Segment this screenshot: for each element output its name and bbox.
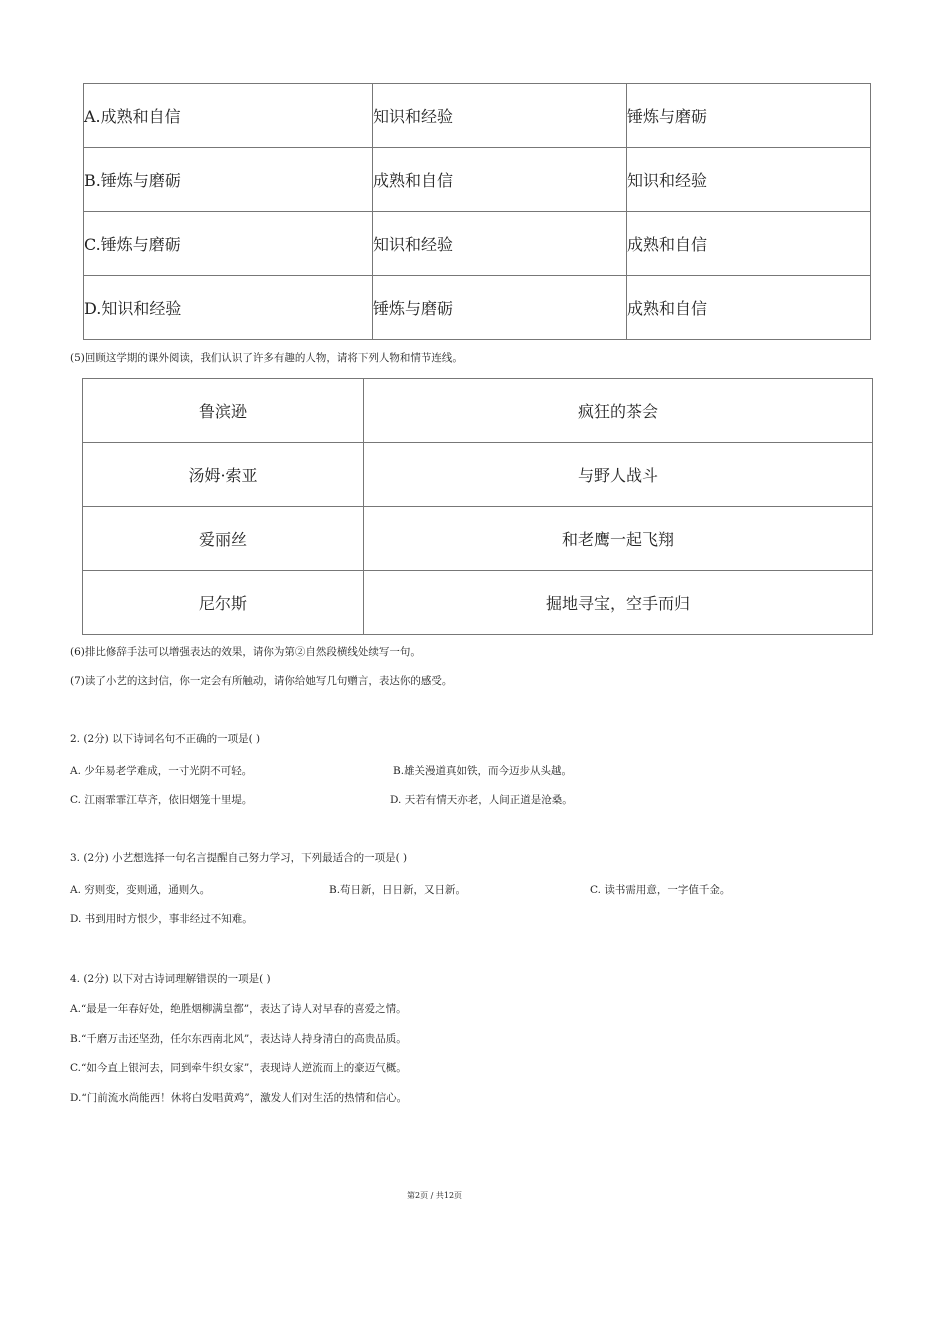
table-cell: C.锤炼与磨砺 <box>84 212 373 276</box>
match-table <box>82 378 873 635</box>
table-row <box>84 276 871 340</box>
table-cell: 知识和经验 <box>373 84 627 148</box>
question-3-option-b: B.苟日新，日日新，又日新。 <box>329 884 467 896</box>
character-cell: 汤姆·索亚 <box>83 443 364 507</box>
table-cell: B.锤炼与磨砺 <box>84 148 373 212</box>
q5-prompt: (5)回顾这学期的课外阅读，我们认识了许多有趣的人物，请将下列人物和情节连线。 <box>70 352 463 364</box>
question-2-option-a: A. 少年易老学难成，一寸光阴不可轻。 <box>70 765 253 777</box>
question-4-option-a: A.“最是一年春好处，绝胜烟柳满皇都”，表达了诗人对早春的喜爱之情。 <box>70 1003 407 1015</box>
question-3-stem: 3. (2分) 小艺想选择一句名言提醒自己努力学习，下列最适合的一项是( ) <box>70 852 408 864</box>
table-row <box>83 379 873 443</box>
table-cell: 知识和经验 <box>627 148 871 212</box>
character-cell: 爱丽丝 <box>83 507 364 571</box>
question-2-option-d: D. 天若有情天亦老，人间正道是沧桑。 <box>390 794 573 806</box>
table-cell: 成熟和自信 <box>373 148 627 212</box>
table-row <box>84 212 871 276</box>
question-4-stem: 4. (2分) 以下对古诗词理解错误的一项是( ) <box>70 973 271 985</box>
question-3-option-d: D. 书到用时方恨少，事非经过不知难。 <box>70 913 253 925</box>
plot-cell: 与野人战斗 <box>364 443 873 507</box>
table-cell: A.成熟和自信 <box>84 84 373 148</box>
character-cell: 鲁滨逊 <box>83 379 364 443</box>
table-row <box>83 443 873 507</box>
plot-cell: 疯狂的茶会 <box>364 379 873 443</box>
table-cell: 锤炼与磨砺 <box>627 84 871 148</box>
question-2-option-b: B.雄关漫道真如铁，而今迈步从头越。 <box>393 765 573 777</box>
question-3-option-a: A. 穷则变，变则通，通则久。 <box>70 884 211 896</box>
question-2-stem: 2. (2分) 以下诗词名句不正确的一项是( ) <box>70 733 261 745</box>
q6-prompt: (6)排比修辞手法可以增强表达的效果，请你为第②自然段横线处续写一句。 <box>70 646 421 658</box>
options-table <box>83 83 871 340</box>
question-2-option-c: C. 江雨霏霏江草齐，依旧烟笼十里堤。 <box>70 794 253 806</box>
question-3-option-c: C. 读书需用意，一字值千金。 <box>590 884 731 896</box>
table-cell: 锤炼与磨砺 <box>373 276 627 340</box>
character-cell: 尼尔斯 <box>83 571 364 635</box>
table-cell: 成熟和自信 <box>627 212 871 276</box>
q7-prompt: (7)读了小艺的这封信，你一定会有所触动，请你给她写几句赠言，表达你的感受。 <box>70 675 453 687</box>
table-row <box>83 507 873 571</box>
table-row <box>84 84 871 148</box>
question-4-option-c: C.“如今直上银河去，同到牵牛织女家”，表现诗人逆流而上的豪迈气概。 <box>70 1062 407 1074</box>
question-4-option-d: D.“门前流水尚能西！休将白发唱黄鸡”，激发人们对生活的热情和信心。 <box>70 1092 408 1104</box>
table-row <box>83 571 873 635</box>
table-cell: 知识和经验 <box>373 212 627 276</box>
table-row <box>84 148 871 212</box>
table-cell: 成熟和自信 <box>627 276 871 340</box>
page-number: 第2页 / 共12页 <box>407 1191 463 1200</box>
table-cell: D.知识和经验 <box>84 276 373 340</box>
plot-cell: 掘地寻宝，空手而归 <box>364 571 873 635</box>
question-4-option-b: B.“千磨万击还坚劲，任尔东西南北风”，表达诗人持身清白的高贵品质。 <box>70 1033 407 1045</box>
plot-cell: 和老鹰一起飞翔 <box>364 507 873 571</box>
